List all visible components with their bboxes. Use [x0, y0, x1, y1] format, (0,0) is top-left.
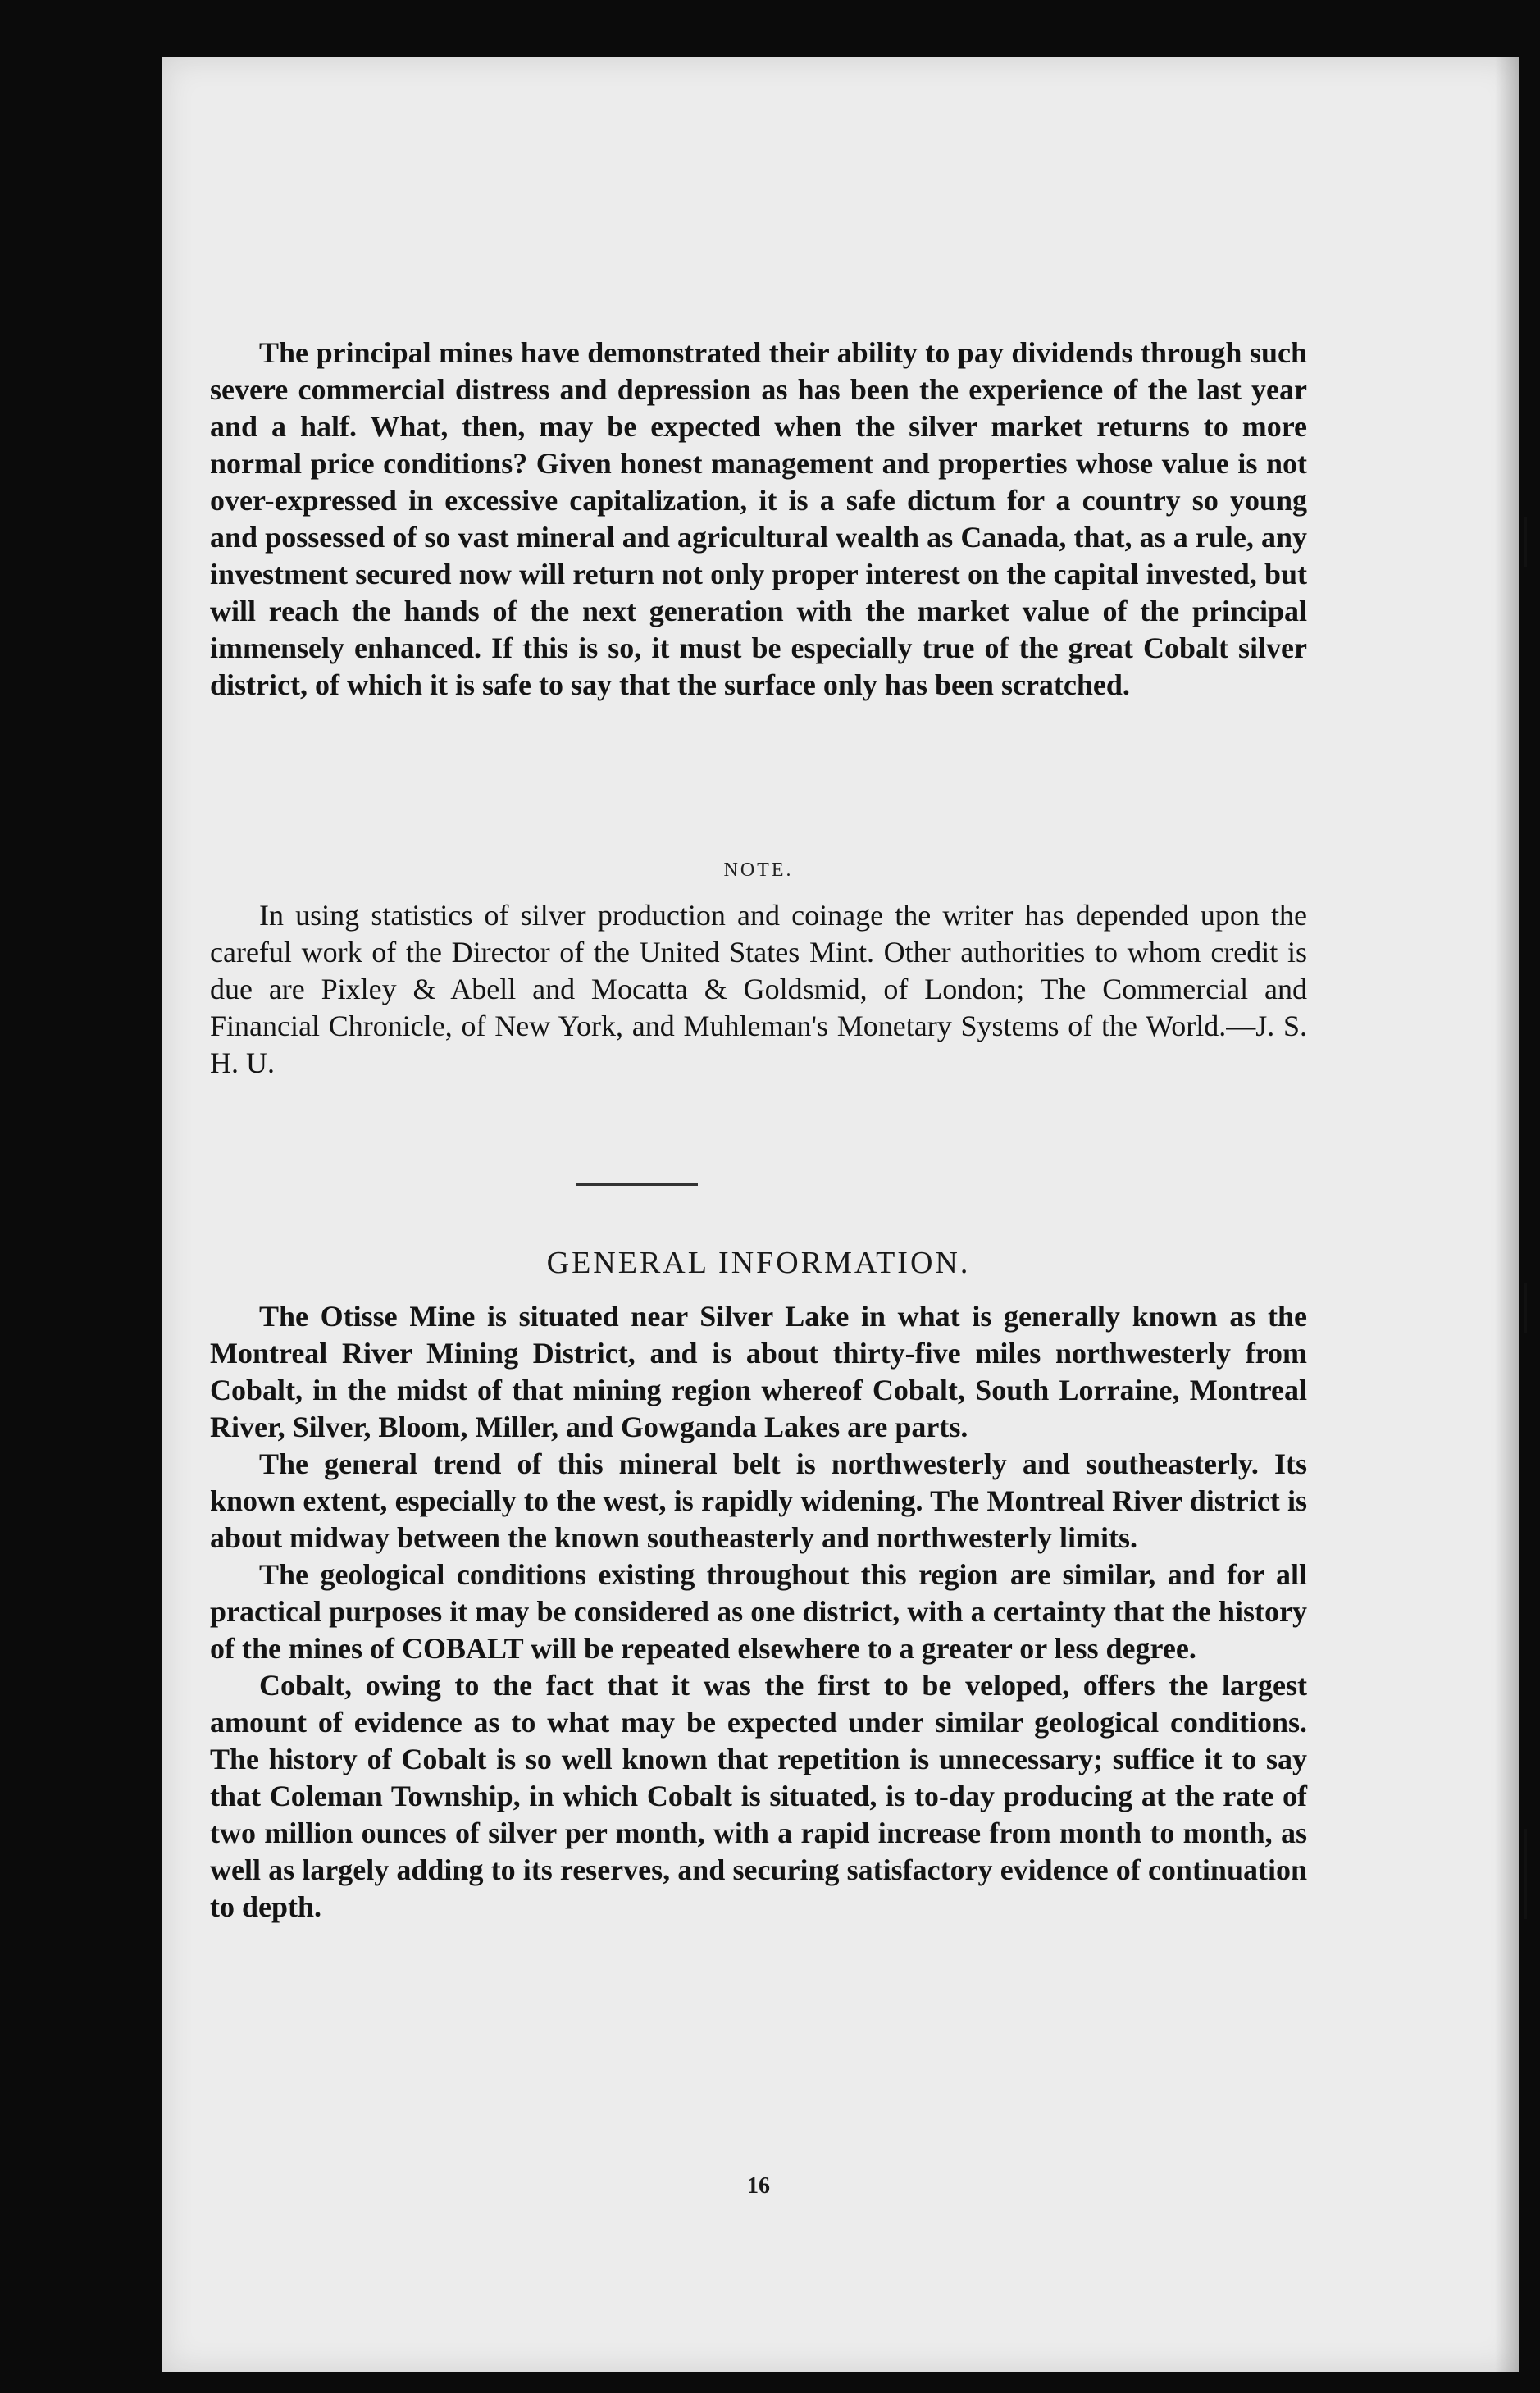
note-block [210, 897, 1307, 1082]
section-divider [576, 1183, 698, 1186]
opening-paragraph-block [210, 335, 1307, 704]
page-number: 16 [747, 2173, 770, 2199]
paragraph-mineral-belt: The general trend of this mineral belt is northwesterly and southeasterly. Its known extent, especially to the west, is rapidly widening. The Montreal River district is about midway between the known southeasterly and northwesterly limits. [210, 1447, 1307, 1554]
general-information-body [210, 1298, 1307, 1926]
scan-artifact [1524, 1829, 1527, 1919]
page-edge-shadow [1495, 57, 1519, 2372]
scan-artifact [1524, 1283, 1527, 1333]
note-paragraph: In using statistics of silver production and coinage the writer has depended upon the careful work of the Director of the United States Mint. Other authorities to whom credit is due are Pixley & Abell and Mocatta & Goldsmid, of London; The Commercial and Financial Chronicle, of New York, and Muhleman's Monetary Systems of the World.—J. S. H. U. [210, 899, 1307, 1079]
note-heading: NOTE. [723, 859, 794, 881]
scan-artifact [1524, 517, 1527, 567]
paragraph-geological-conditions: The geological conditions existing throughout this region are similar, and for all practical purposes it may be considered as one district, with a certainty that the history of the mines of COBALT will be repeated elsewhere to a greater or less degree. [210, 1558, 1307, 1665]
paragraph-otisse-location: The Otisse Mine is situated near Silver Lake in what is generally known as the Montreal River Mining District, and is about thirty-five miles northwesterly from Cobalt, in the midst of that mining region whereof Cobalt, South Lorraine, Montreal River, Silver, Bloom, Miller, and Gowganda Lakes are parts. [210, 1300, 1307, 1443]
section-heading: GENERAL INFORMATION. [546, 1246, 971, 1280]
paragraph-cobalt-history: Cobalt, owing to the fact that it was the first to be veloped, offers the largest amount of evidence as to what may be expected under similar geological conditions. The history of Cobalt is so well known that repetition is unnecessary; suffice it to say that Coleman Township, in which Cobalt is situated, is to-day producing at the rate of two million ounces of silver per month, with a rapid increase from month to month, as well as largely adding to its reserves, and securing satisfactory evidence of continuation to depth. [210, 1669, 1307, 1923]
paragraph-principal-mines: The principal mines have demonstrated their ability to pay dividends through such severe commercial distress and depression as has been the experience of the last year and a half. What, then, may be expected when the silver market returns to more normal price conditions? Given honest management and properties whose value is not over-expressed in excessive capitalization, it is a safe dictum for a country so young and possessed of so vast mineral and agricultural wealth as Canada, that, as a rule, any investment secured now will return not only proper interest on the capital invested, but will reach the hands of the next generation with the market value of the principal immensely enhanced. If this is so, it must be especially true of the great Cobalt silver district, of which it is safe to say that the surface only has been scratched. [210, 336, 1307, 701]
